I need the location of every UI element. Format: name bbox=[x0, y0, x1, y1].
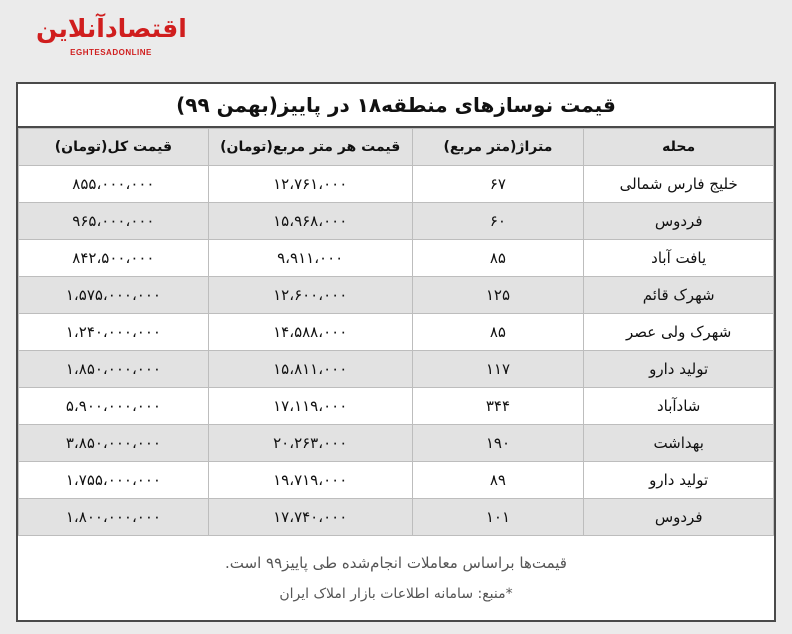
cell-neighborhood: تولید دارو bbox=[584, 462, 774, 499]
cell-neighborhood: شهرک ولی عصر bbox=[584, 314, 774, 351]
header-price-per-meter: قیمت هر متر مربع(تومان) bbox=[208, 129, 412, 166]
footnotes bbox=[18, 540, 774, 620]
cell-total-price: ۸۵۵،۰۰۰،۰۰۰ bbox=[19, 166, 209, 203]
cell-neighborhood: شهرک قائم bbox=[584, 277, 774, 314]
cell-total-price: ۵،۹۰۰،۰۰۰،۰۰۰ bbox=[19, 388, 209, 425]
cell-total-price: ۸۴۲،۵۰۰،۰۰۰ bbox=[19, 240, 209, 277]
note-source: *منبع: سامانه اطلاعات بازار املاک ایران bbox=[279, 586, 513, 602]
cell-total-price: ۹۶۵،۰۰۰،۰۰۰ bbox=[19, 203, 209, 240]
price-table bbox=[18, 128, 774, 536]
cell-area: ۱۰۱ bbox=[412, 499, 584, 536]
cell-neighborhood: یافت آباد bbox=[584, 240, 774, 277]
cell-area: ۶۰ bbox=[412, 203, 584, 240]
cell-price-per-meter: ۲۰،۲۶۳،۰۰۰ bbox=[208, 425, 412, 462]
cell-price-per-meter: ۱۲،۶۰۰،۰۰۰ bbox=[208, 277, 412, 314]
cell-price-per-meter: ۱۷،۷۴۰،۰۰۰ bbox=[208, 499, 412, 536]
table-row bbox=[19, 499, 774, 536]
cell-area: ۳۴۴ bbox=[412, 388, 584, 425]
table-row bbox=[19, 425, 774, 462]
table-row bbox=[19, 314, 774, 351]
table-body bbox=[19, 166, 774, 536]
header-total-price: قیمت کل(تومان) bbox=[19, 129, 209, 166]
table-title: قیمت نوسازهای منطقه۱۸ در پاییز(بهمن ۹۹) bbox=[18, 84, 774, 128]
cell-price-per-meter: ۱۵،۹۶۸،۰۰۰ bbox=[208, 203, 412, 240]
cell-total-price: ۱،۷۵۵،۰۰۰،۰۰۰ bbox=[19, 462, 209, 499]
table-row bbox=[19, 203, 774, 240]
cell-price-per-meter: ۱۵،۸۱۱،۰۰۰ bbox=[208, 351, 412, 388]
cell-area: ۱۹۰ bbox=[412, 425, 584, 462]
table-header-row bbox=[19, 129, 774, 166]
cell-area: ۱۱۷ bbox=[412, 351, 584, 388]
cell-neighborhood: فردوس bbox=[584, 203, 774, 240]
price-table-card bbox=[16, 82, 776, 622]
cell-area: ۸۹ bbox=[412, 462, 584, 499]
table-row bbox=[19, 388, 774, 425]
table-row bbox=[19, 462, 774, 499]
cell-price-per-meter: ۱۲،۷۶۱،۰۰۰ bbox=[208, 166, 412, 203]
note-basis: قیمت‌ها براساس معاملات انجام‌شده طی پاییز۹۹ است. bbox=[225, 554, 567, 572]
header-neighborhood: محله bbox=[584, 129, 774, 166]
cell-total-price: ۱،۸۵۰،۰۰۰،۰۰۰ bbox=[19, 351, 209, 388]
site-logo[interactable] bbox=[36, 14, 186, 64]
cell-total-price: ۱،۲۴۰،۰۰۰،۰۰۰ bbox=[19, 314, 209, 351]
cell-neighborhood: خلیج فارس شمالی bbox=[584, 166, 774, 203]
cell-area: ۸۵ bbox=[412, 314, 584, 351]
table-row bbox=[19, 277, 774, 314]
cell-area: ۱۲۵ bbox=[412, 277, 584, 314]
cell-total-price: ۱،۵۷۵،۰۰۰،۰۰۰ bbox=[19, 277, 209, 314]
cell-area: ۶۷ bbox=[412, 166, 584, 203]
cell-neighborhood: بهداشت bbox=[584, 425, 774, 462]
cell-total-price: ۳،۸۵۰،۰۰۰،۰۰۰ bbox=[19, 425, 209, 462]
table-row bbox=[19, 351, 774, 388]
header-area: متراژ(متر مربع) bbox=[412, 129, 584, 166]
header-bar bbox=[0, 0, 792, 78]
table-row bbox=[19, 166, 774, 203]
cell-price-per-meter: ۱۷،۱۱۹،۰۰۰ bbox=[208, 388, 412, 425]
logo-text-fa: اقتصادآنلاین bbox=[36, 14, 187, 43]
cell-neighborhood: فردوس bbox=[584, 499, 774, 536]
cell-price-per-meter: ۱۹،۷۱۹،۰۰۰ bbox=[208, 462, 412, 499]
cell-neighborhood: تولید دارو bbox=[584, 351, 774, 388]
table-row bbox=[19, 240, 774, 277]
cell-total-price: ۱،۸۰۰،۰۰۰،۰۰۰ bbox=[19, 499, 209, 536]
cell-price-per-meter: ۹،۹۱۱،۰۰۰ bbox=[208, 240, 412, 277]
cell-price-per-meter: ۱۴،۵۸۸،۰۰۰ bbox=[208, 314, 412, 351]
cell-area: ۸۵ bbox=[412, 240, 584, 277]
cell-neighborhood: شادآباد bbox=[584, 388, 774, 425]
logo-text-en: EGHTESADONLINE bbox=[70, 48, 152, 57]
